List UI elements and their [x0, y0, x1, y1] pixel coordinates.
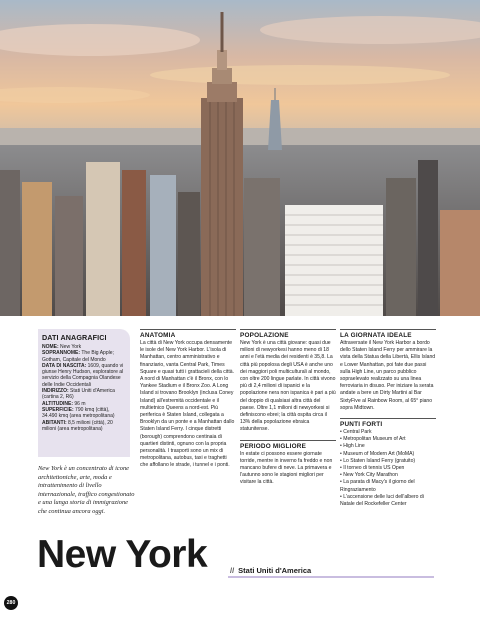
giornata-heading: LA GIORNATA IDEALE	[340, 329, 436, 339]
list-item: • Central Park	[340, 429, 436, 436]
popolazione-heading: POPOLAZIONE	[240, 329, 336, 339]
page-number: 280	[4, 596, 18, 610]
list-item: • Il torneo di tennis US Open	[340, 465, 436, 472]
fact-row: SOPRANNOME: The Big Apple; Gotham, Capitale del Mondo	[42, 350, 114, 363]
subtitle-slash: //	[230, 566, 235, 575]
page-title: New York	[37, 533, 208, 576]
fact-row: SUPERFICIE: 790 kmq (città), 34.490 kmq (area metropolitana)	[42, 406, 115, 420]
anatomia-text: La città di New York occupa densamente le isole del New York Harbor. L'isola di Manhattan, centro amministrativo e finanziario, vanta Central Park, Times Square e quasi tutti i grattacieli della città. A nord di Manhattan c'è il Bronx, con lo Yankee Stadium e il Bronx Zoo. A Long Island si trovano Brooklyn (inclusa Coney Island) all'estremità occidentale e il multietnico Queens a nord-est. Più periferica è Staten Island, collegata a Brooklyn da un ponte e a Manhattan dallo Staten Island Ferry. I cinque distretti (borough) comprendono centinaia di quartieri distinti, ognuno con la propria personalità. I trasporti sono un mix di metropolitana, autobus, taxi e traghetti che affollano le strade, i tunnel e i ponti.	[140, 340, 235, 469]
giornata-text: Attraversate il New York Harbor a bordo dello Staten Island Ferry per ammirare la vista della Statua della Libertà, Ellis Island e Lower Manhattan, poi fate due passi sulla High Line, un parco pubblico sopraelevato realizzato su una linea ferroviaria in disuso. Per iniziare la serata andate a bere un Dirty Martini al Bar SixtyFive al Rainbow Room, al 65° piano sopra Midtown.	[340, 340, 436, 411]
title-underline	[228, 576, 434, 578]
facts-box	[38, 329, 130, 457]
intro-text: New York è un concentrato di icone architettoniche, arte, moda e intrattenimento di livello internazionale, traffico congestionato e una lunga storia di immigrazione che continua ancora oggi.	[38, 465, 135, 515]
subtitle-country: Stati Uniti d'America	[238, 566, 312, 575]
column-giornata	[340, 329, 436, 508]
punti-list	[340, 429, 436, 508]
list-item: • High Line	[340, 443, 436, 450]
periodo-section	[240, 440, 336, 487]
punti-section	[340, 418, 436, 508]
punti-heading: PUNTI FORTI	[340, 418, 436, 428]
periodo-heading: PERIODO MIGLIORE	[240, 440, 336, 450]
anatomia-heading: ANATOMIA	[140, 329, 236, 339]
fact-row: DATA DI NASCITA: 1609, quando vi giunse Henry Hudson, esploratore al servizio della Compagnia Olandese delle Indie Occidentali	[42, 362, 124, 388]
list-item: • Museum of Modern Art (MoMA)	[340, 451, 436, 458]
list-item: • L'accensione delle luci dell'albero di Natale del Rockefeller Center	[340, 494, 436, 508]
fact-row: ABITANTI: 8,5 milioni (città), 20 milioni (area metropolitana)	[42, 419, 113, 432]
list-item: • Lo Staten Island Ferry (gratuito)	[340, 458, 436, 465]
subtitle	[230, 566, 311, 575]
facts-title: DATI ANAGRAFICI	[42, 333, 107, 342]
list-item: • New York City Marathon	[340, 472, 436, 479]
fact-row: NOME: New York	[42, 344, 82, 350]
column-anatomia	[140, 329, 236, 470]
list-item: • La parata di Macy's il giorno del Ringraziamento	[340, 479, 436, 493]
fact-row: ALTITUDINE: 96 m	[42, 400, 86, 407]
fact-row: INDIRIZZO: Stati Uniti d'America (cartina 2, R6)	[42, 388, 115, 401]
periodo-text: In estate ci possono essere giornate torride, mentre in inverno fa freddo e non mancano bufere di neve. La primavera e l'autunno sono le stagioni migliori per visitare la città.	[240, 450, 333, 486]
column-popolazione	[240, 329, 336, 487]
popolazione-text: New York è una città giovane: quasi due milioni di newyorkesi hanno meno di 18 anni e l'età media dei residenti è 35,8. La città più popolosa degli USA è anche uno dei maggiori poli multiculturali al mondo, con oltre 200 lingue parlate. In città vivono più di 2,4 milioni di ispanici e la popolazione nera non ispanica è pari a più del doppio di qualsiasi altra città del paese. Oltre 1,1 milioni di newyorkesi si definiscono ebrei; la città ospita circa il 13% della popolazione ebraica statunitense.	[240, 340, 336, 433]
list-item: • Metropolitan Museum of Art	[340, 436, 436, 443]
